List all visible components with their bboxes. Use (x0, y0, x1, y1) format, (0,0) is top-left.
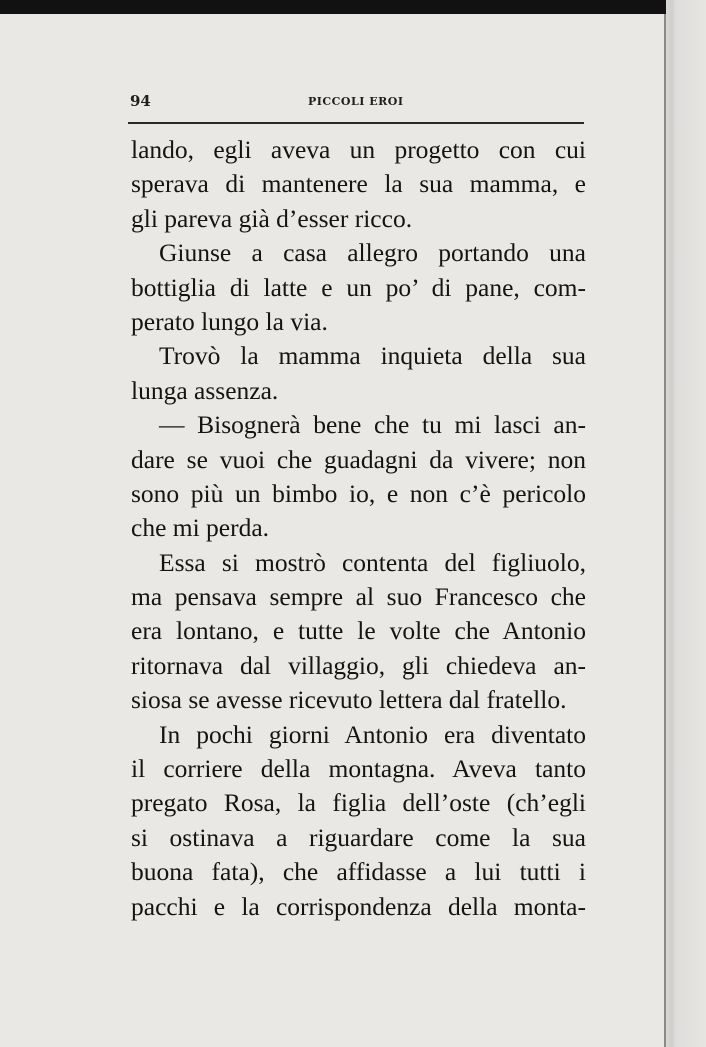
running-head: PICCOLI EROI (308, 95, 404, 108)
text-line: sono più un bimbo io, e non c’è pericolo (131, 478, 586, 508)
page-number: 94 (130, 92, 151, 110)
body-text (131, 133, 586, 924)
text-line: Giunse a casa allegro portando una (159, 238, 586, 268)
text-line: lunga assenza. (131, 375, 279, 405)
text-line: Essa si mostrò contenta del figliuolo, (159, 547, 586, 577)
text-line: ma pensava sempre al suo Francesco che (131, 582, 586, 612)
text-line: che mi perda. (131, 513, 270, 543)
text-line: In pochi giorni Antonio era diventato (159, 719, 586, 749)
header-rule (128, 122, 584, 124)
text-line: buona fata), che affidasse a lui tutti i (131, 857, 586, 887)
text-line: era lontano, e tutte le volte che Antonio (131, 616, 586, 646)
text-line: bottiglia di latte e un po’ di pane, com- (131, 272, 586, 302)
text-line: ritornava dal villaggio, gli chiedeva an- (131, 650, 586, 680)
scan-top-border (0, 0, 706, 14)
text-line: il corriere della montagna. Aveva tanto (131, 754, 586, 784)
page-edge-line (664, 14, 666, 1047)
text-line: — Bisognerà bene che tu mi lasci an- (159, 410, 586, 440)
text-line: pacchi e la corrispondenza della monta- (131, 891, 586, 921)
text-line: si ostinava a riguardare come la sua (131, 822, 586, 852)
text-line: siosa se avesse ricevuto lettera dal fratello. (131, 685, 567, 715)
text-line: dare se vuoi che guadagni da vivere; non (131, 444, 586, 474)
text-line: sperava di mantenere la sua mamma, e (131, 169, 586, 199)
text-line: gli pareva già d’esser ricco. (131, 203, 413, 233)
text-line: pregato Rosa, la figlia dell’oste (ch’egli (131, 788, 586, 818)
text-line: perato lungo la via. (131, 306, 328, 336)
text-line: Trovò la mamma inquieta della sua (159, 341, 586, 371)
scan-right-edge (666, 0, 706, 1047)
page-header (130, 92, 585, 116)
text-line: lando, egli aveva un progetto con cui (131, 135, 586, 164)
